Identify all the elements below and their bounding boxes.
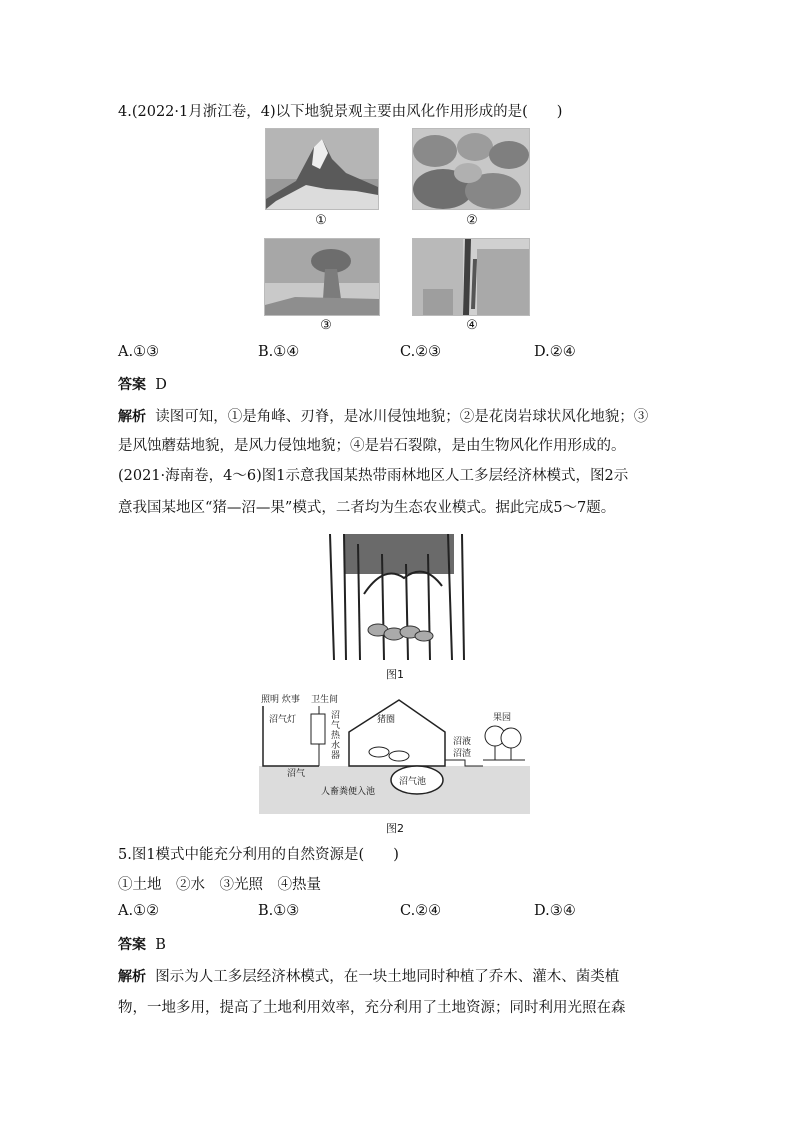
- option-a: A.①②: [118, 903, 160, 919]
- option-d: D.②④: [534, 344, 576, 360]
- question-5-analysis-line2: 物，一地多用，提高了土地利用效率，充分利用了土地资源；同时利用光照在森: [118, 1000, 626, 1016]
- question-4-analysis-line2: 是风蚀蘑菇地貌，是风力侵蚀地貌；④是岩石裂隙，是由生物风化作用形成的。: [118, 438, 626, 454]
- intro-line2: 意我国某地区“猪—沼—果”模式，二者均为生态农业模式。据此完成5～7题。: [118, 500, 616, 516]
- question-4-analysis-line1: 解析 读图可知，①是角峰、刃脊，是冰川侵蚀地貌；②是花岗岩球状风化地貌；③: [118, 409, 649, 425]
- label-exchanger-2: 气: [331, 721, 341, 731]
- photo-rock-fissure: [412, 238, 530, 316]
- label-exchanger-3: 热: [331, 731, 341, 741]
- label-exchanger-1: 沼: [331, 711, 341, 721]
- analysis-label: 解析: [118, 969, 146, 985]
- label-pigsty: 猪圈: [377, 715, 396, 725]
- label-manure: 人畜粪便入池: [321, 787, 376, 797]
- caption-2: ②: [466, 213, 478, 228]
- label-orchard: 果园: [493, 713, 512, 723]
- caption-3: ③: [320, 318, 332, 333]
- label-lamp: 沼气灯: [269, 715, 297, 725]
- label-exchanger-5: 器: [331, 751, 341, 761]
- option-c: C.②④: [400, 903, 442, 919]
- intro-line1: (2021·海南卷，4～6)图1示意我国某热带雨林地区人工多层经济林模式，图2示: [118, 468, 629, 484]
- question-5-stem: 5.图1模式中能充分利用的自然资源是( ): [118, 847, 399, 863]
- option-b: B.①④: [258, 344, 300, 360]
- photo-granite-boulders: [412, 128, 530, 210]
- label-pool: 沼气池: [399, 777, 427, 787]
- label-slurry: 沼液: [453, 737, 472, 747]
- option-a: A.①③: [118, 344, 160, 360]
- figure-2-caption: 图2: [386, 822, 404, 835]
- photo-mushroom-rock: [264, 238, 380, 316]
- question-5-answer: [118, 934, 166, 954]
- figure-2-diagram: [259, 692, 530, 814]
- answer-label: 答案: [118, 377, 146, 393]
- label-exchanger-4: 水: [331, 741, 341, 751]
- answer-value: D: [155, 377, 167, 393]
- caption-4: ④: [466, 318, 478, 333]
- question-4-answer: [118, 374, 167, 394]
- question-5-analysis-line1: 解析 图示为人工多层经济林模式，在一块土地同时种植了乔木、灌木、菌类植: [118, 969, 620, 985]
- question-4-stem: 4.(2022·1月浙江卷，4)以下地貌景观主要由风化作用形成的是( ): [118, 104, 563, 120]
- answer-value: B: [155, 937, 166, 953]
- label-residue: 沼渣: [453, 749, 472, 759]
- label-top-left: 照明 炊事: [261, 695, 300, 705]
- analysis-label: 解析: [118, 409, 146, 425]
- option-d: D.③④: [534, 903, 576, 919]
- figure-1-image: [324, 534, 466, 660]
- option-c: C.②③: [400, 344, 442, 360]
- caption-1: ①: [315, 213, 327, 228]
- option-b: B.①③: [258, 903, 300, 919]
- label-biogas: 沼气: [287, 769, 306, 779]
- answer-label: 答案: [118, 937, 146, 953]
- question-5-items: ①土地 ②水 ③光照 ④热量: [118, 877, 321, 893]
- label-toilet: 卫生间: [311, 695, 339, 705]
- figure-1-caption: 图1: [386, 668, 404, 681]
- photo-horn-peak: [265, 128, 379, 210]
